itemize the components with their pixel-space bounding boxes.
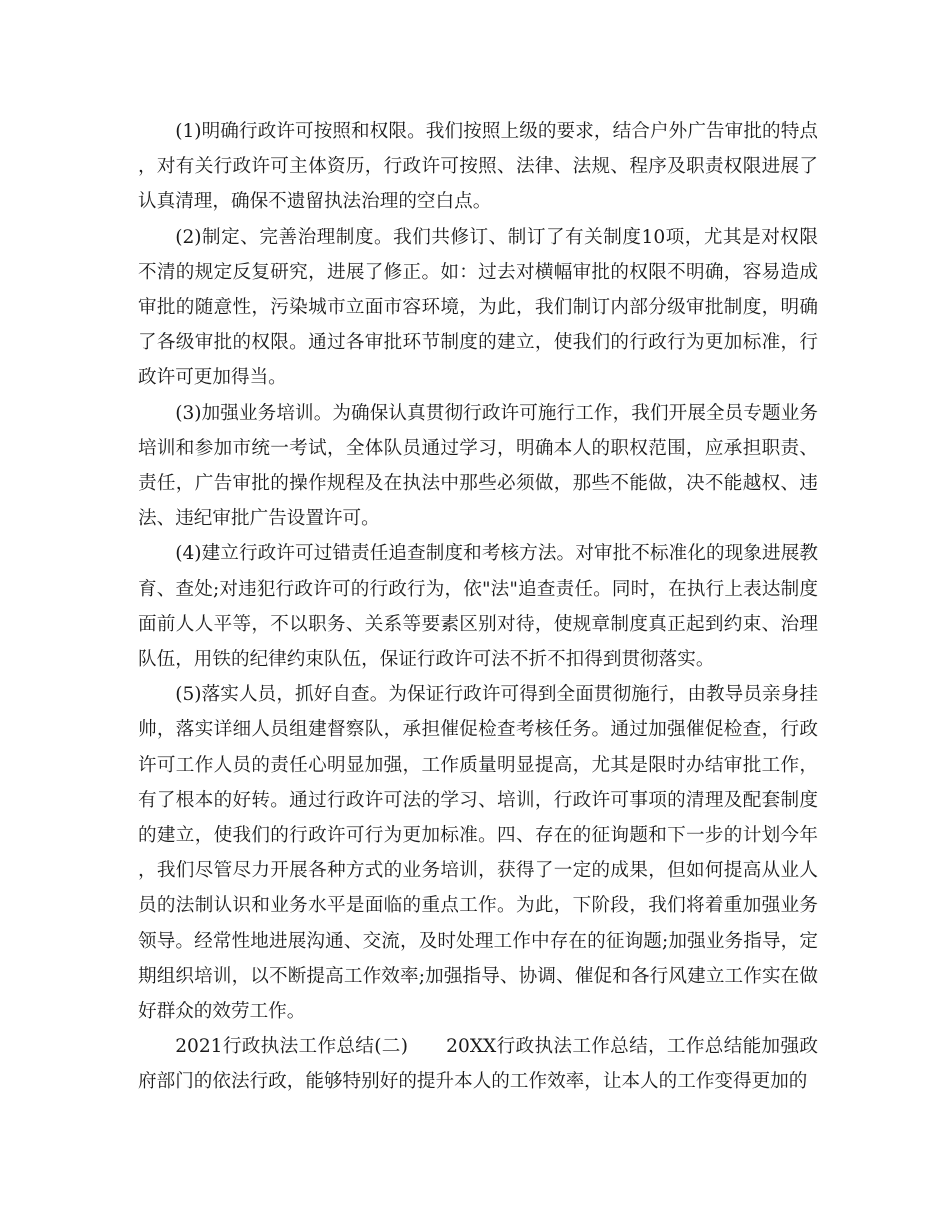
paragraph-4: (4)建立行政许可过错责任追查制度和考核方法。对审批不标准化的现象进展教育、查处;对违犯行政许可的行政行为，依"法"追查责任。同时，在执行上表达制度面前人人平等，不以职务、关系等要素区别对待，使规章制度真正起到约束、治理队伍，用铁的纪律约束队伍，保证行政许可法不折不扣得到贯彻落实。 <box>138 543 818 671</box>
paragraph-5: (5)落实人员，抓好自查。为保证行政许可得到全面贯彻施行，由教导员亲身挂帅，落实详细人员组建督察队，承担催促检查考核任务。通过加强催促检查，行政许可工作人员的责任心明显加强，工作质量明显提高，尤其是限时办结审批工作，有了根本的好转。通过行政许可法的学习、培训，行政许可事项的清理及配套制度的建立，使我们的行政许可行为更加标准。四、存在的征询题和下一步的计划今年，我们尽管尽力开展各种方式的业务培训，获得了一定的成果，但如何提高从业人员的法制认识和业务水平是面临的重点工作。为此，下阶段，我们将着重加强业务领导。经常性地进展沟通、交流，及时处理工作中存在的征询题;加强业务指导，定期组织培训，以不断提高工作效率;加强指导、协调、催促和各行风建立工作实在做好群众的效劳工作。 <box>138 684 818 1023</box>
paragraph-1: (1)明确行政许可按照和权限。我们按照上级的要求，结合户外广告审批的特点，对有关行政许可主体资历，行政许可按照、法律、法规、程序及职责权限进展了认真清理，确保不遗留执法治理的空白点。 <box>138 121 818 213</box>
paragraph-3: (3)加强业务培训。为确保认真贯彻行政许可施行工作，我们开展全员专题业务培训和参加市统一考试，全体队员通过学习，明确本人的职权范围，应承担职责、责任，广告审批的操作规程及在执法中那些必须做，那些不能做，决不能越权、违法、违纪审批广告设置许可。 <box>138 402 818 530</box>
paragraph-6: 2021行政执法工作总结(二) 20XX行政执法工作总结，工作总结能加强政府部门的依法行政，能够特别好的提升本人的工作效率，让本人的工作变得更加的 <box>138 1036 818 1093</box>
paragraph-2: (2)制定、完善治理制度。我们共修订、制订了有关制度10项，尤其是对权限不清的规定反复研究，进展了修正。如：过去对横幅审批的权限不明确，容易造成审批的随意性，污染城市立面市容环境，为此，我们制订内部分级审批制度，明确了各级审批的权限。通过各审批环节制度的建立，使我们的行政行为更加标准，行政许可更加得当。 <box>138 226 818 389</box>
